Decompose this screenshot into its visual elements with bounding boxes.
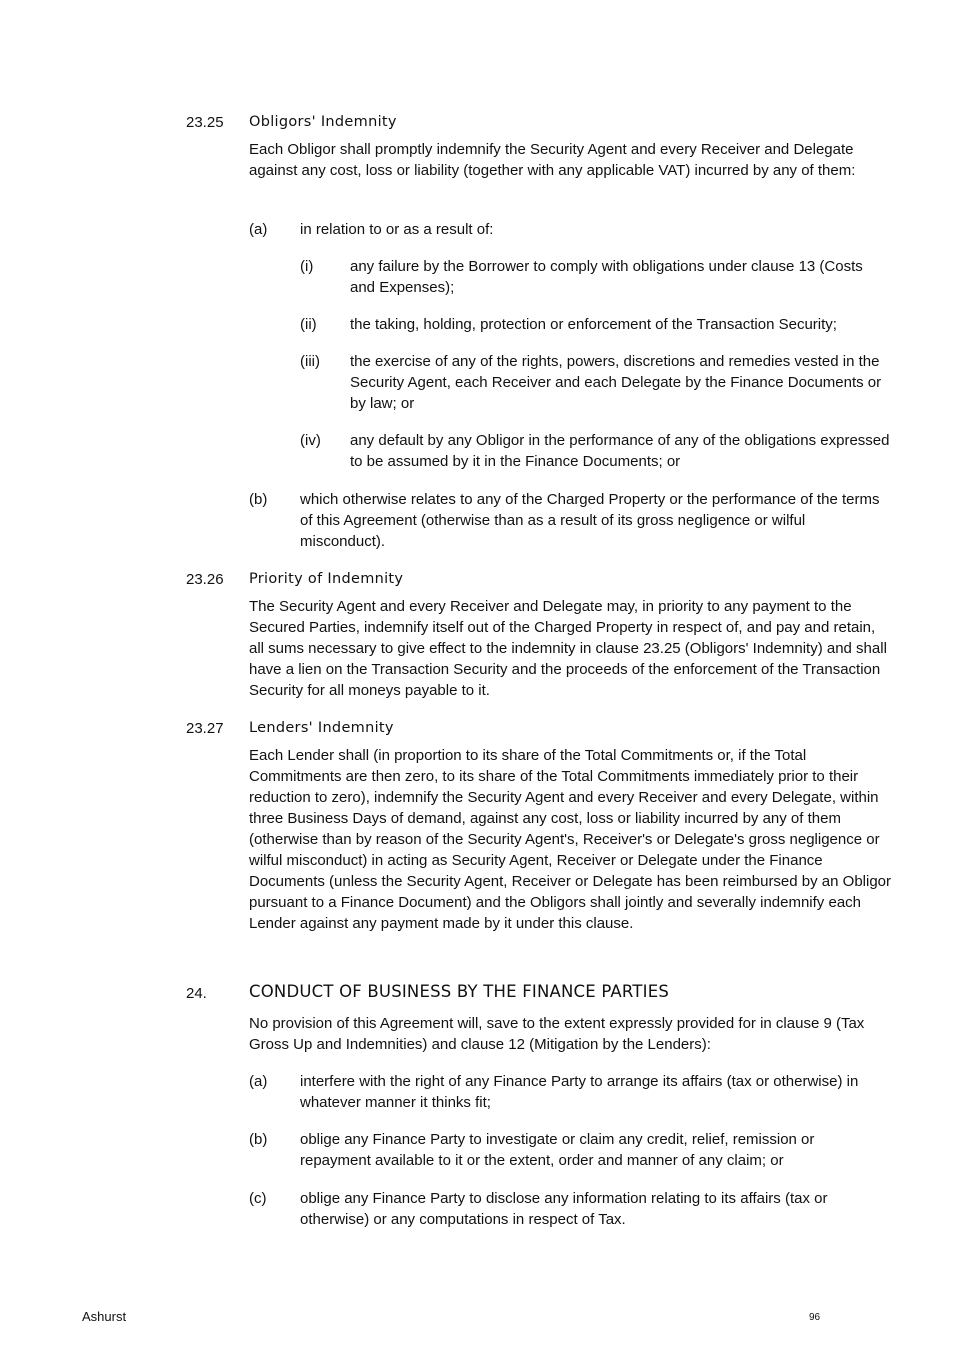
list-item: oblige any Finance Party to disclose any information relating to its affairs (tax or otherwise) or any computations in respect of Tax. [300, 1190, 828, 1228]
list-label: (a) [249, 221, 268, 238]
clause-heading: Priority of Indemnity [249, 571, 404, 587]
clause-body: No provision of this Agreement will, save to the extent expressly provided for in clause 9 (Tax Gross Up and Indemnities) and clause 12 (Mitigation by the Lenders): [249, 1015, 865, 1053]
list-item: the exercise of any of the rights, powers, discretions and remedies vested in the Security Agent, each Receiver and each Delegate by the Finance Documents or by law; or [350, 353, 882, 412]
list-label: (b) [249, 491, 268, 508]
list-item: interfere with the right of any Finance Party to arrange its affairs (tax or otherwise) in whatever manner it thinks fit; [300, 1073, 859, 1111]
list-item: any default by any Obligor in the performance of any of the obligations expressed to be assumed by it in the Finance Documents; or [350, 432, 890, 470]
clause-number: 23.26 [186, 571, 224, 588]
list-item: any failure by the Borrower to comply with obligations under clause 13 (Costs and Expenses); [350, 258, 863, 296]
clause-body: Each Obligor shall promptly indemnify the Security Agent and every Receiver and Delegate against any cost, loss or liability (together with any applicable VAT) incurred by any of them: [249, 141, 856, 179]
list-label: (ii) [300, 316, 317, 333]
list-item: the taking, holding, protection or enforcement of the Transaction Security; [350, 316, 837, 333]
clause-number: 24. [186, 985, 207, 1002]
list-item: oblige any Finance Party to investigate or claim any credit, relief, remission or repayment available to it or the extent, order and manner of any claim; or [300, 1131, 815, 1169]
clause-body: Each Lender shall (in proportion to its share of the Total Commitments or, if the Total Commitments are then zero, to its share of the Total Commitments immediately prior to their reduction to zero), indemnify the Security Agent and every Receiver and every Delegate, within three Business Days of demand, against any cost, loss or liability incurred by any of them (otherwise than by reason of the Security Agent's, Receiver's or Delegate's gross negligence or wilful misconduct) in acting as Security Agent, Receiver or Delegate under the Finance Documents (unless the Security Agent, Receiver or Delegate has been reimbursed by an Obligor pursuant to a Finance Document) and the Obligors shall jointly and severally indemnify each Lender against any payment made by it under this clause. [249, 747, 892, 932]
list-label: (iii) [300, 353, 320, 370]
list-item: in relation to or as a result of: [300, 221, 494, 238]
list-item: which otherwise relates to any of the Charged Property or the performance of the terms of this Agreement (otherwise than as a result of its gross negligence or wilful misconduct). [300, 491, 880, 550]
clause-heading: Lenders' Indemnity [249, 720, 394, 736]
list-label: (b) [249, 1131, 268, 1148]
clause-number: 23.27 [186, 720, 224, 737]
list-label: (iv) [300, 432, 321, 449]
clause-body: The Security Agent and every Receiver and Delegate may, in priority to any payment to the Secured Parties, indemnify itself out of the Charged Property in respect of, and pay and retain, all sums necessary to give effect to the indemnity in clause 23.25 (Obligors' Indemnity) and shall have a lien on the Transaction Security and the proceeds of the enforcement of the Transaction Security for all moneys payable to it. [249, 598, 887, 699]
page-number: 96 [809, 1312, 821, 1323]
list-label: (a) [249, 1073, 268, 1090]
footer-firm-name: Ashurst [82, 1309, 127, 1324]
list-label: (i) [300, 258, 314, 275]
clause-heading: Obligors' Indemnity [249, 114, 397, 130]
list-label: (c) [249, 1190, 267, 1207]
clause-heading: CONDUCT OF BUSINESS BY THE FINANCE PARTIES [249, 982, 670, 1001]
clause-number: 23.25 [186, 114, 224, 131]
